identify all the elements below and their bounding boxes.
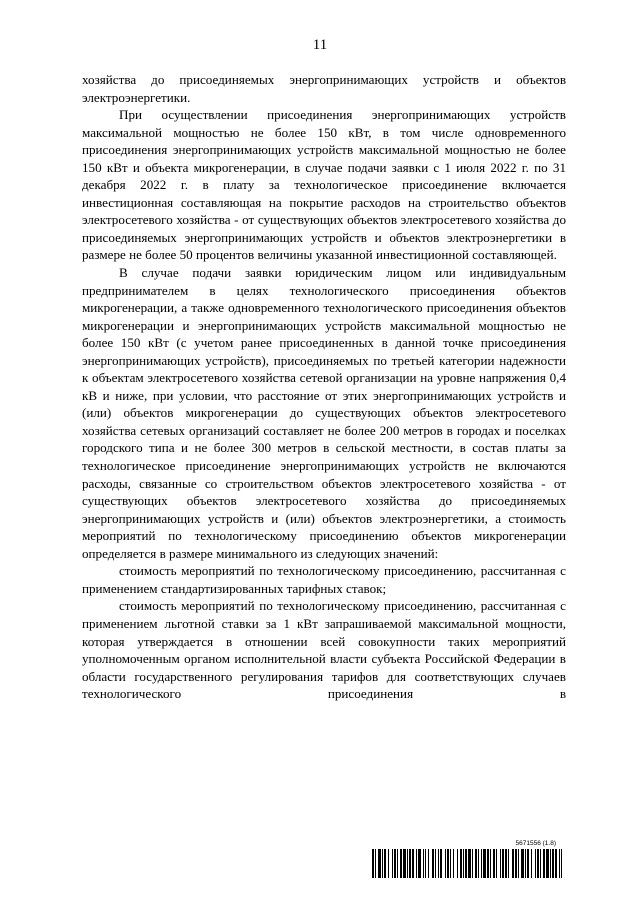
barcode-block <box>372 840 562 878</box>
paragraph-continuation: хозяйства до присоединяемых энергопринимающих устройств и объектов электроэнергетики. <box>82 72 566 105</box>
page-number: 11 <box>312 37 328 53</box>
paragraph-microgeneration: В случае подачи заявки юридическим лицом или индивидуальным предпринимателем в целях технологического присоединения объектов микрогенерации, а также одновременного технологического присоединения объектов микрогенерации и энергопринимающих устройств максимальной мощностью не более 150 кВт (с учетом ранее присоединенных в данной точке присоединения энергопринимающих устройств), присоединяемых по третьей категории надежности к объектам электросетевого хозяйства сетевой организации на уровне напряжения 0,4 кВ и ниже, при условии, что расстояние от этих энергопринимающих устройств и (или) объектов микрогенерации до существующих объектов электросетевого хозяйства сетевых организаций составляет не более 200 метров в городах и поселках городского типа и не более 300 метров в сельской местности, в состав платы за технологическое присоединение энергопринимающих устройств не включаются расходы, связанные со строительством объектов электросетевого хозяйства - от существующих объектов электросетевого хозяйства до присоединяемых энергопринимающих устройств и (или) объектов электроэнергетики, а стоимость мероприятий по технологическому присоединению объектов микрогенерации определяется в размере минимального из следующих значений: <box>82 265 566 561</box>
barcode-id: 5671556 (1.8) <box>515 840 556 847</box>
paragraph-preferential-rate: стоимость мероприятий по технологическому присоединению, рассчитанная с применением льготной ставки за 1 кВт запрашиваемой максимальной мощности, которая утверждается в отношении всей совокупности таких мероприятий уполномоченным органом исполнительной власти субъекта Российской Федерации в области государственного регулирования тарифов для соответствующих случаев технологического присоединения в <box>82 598 566 702</box>
paragraph-standard-rates: стоимость мероприятий по технологическому присоединению, рассчитанная с применением стандартизированных тарифных ставок; <box>82 563 566 596</box>
document-body <box>82 71 566 703</box>
paragraph-investment-component: При осуществлении присоединения энергопринимающих устройств максимальной мощностью не более 150 кВт, в том числе одновременного присоединения энергопринимающих устройств максимальной мощностью не более 150 кВт и объекта микрогенерации, в случае подачи заявки с 1 июля 2022 г. по 31 декабря 2022 г. в плату за технологическое присоединение включается инвестиционная составляющая на покрытие расходов на строительство объектов электросетевого хозяйства - от существующих объектов электросетевого хозяйства до присоединяемых энергопринимающих устройств и объектов электроэнергетики в размере не более 50 процентов величины указанной инвестиционной составляющей. <box>82 107 566 263</box>
barcode-icon <box>372 849 562 878</box>
